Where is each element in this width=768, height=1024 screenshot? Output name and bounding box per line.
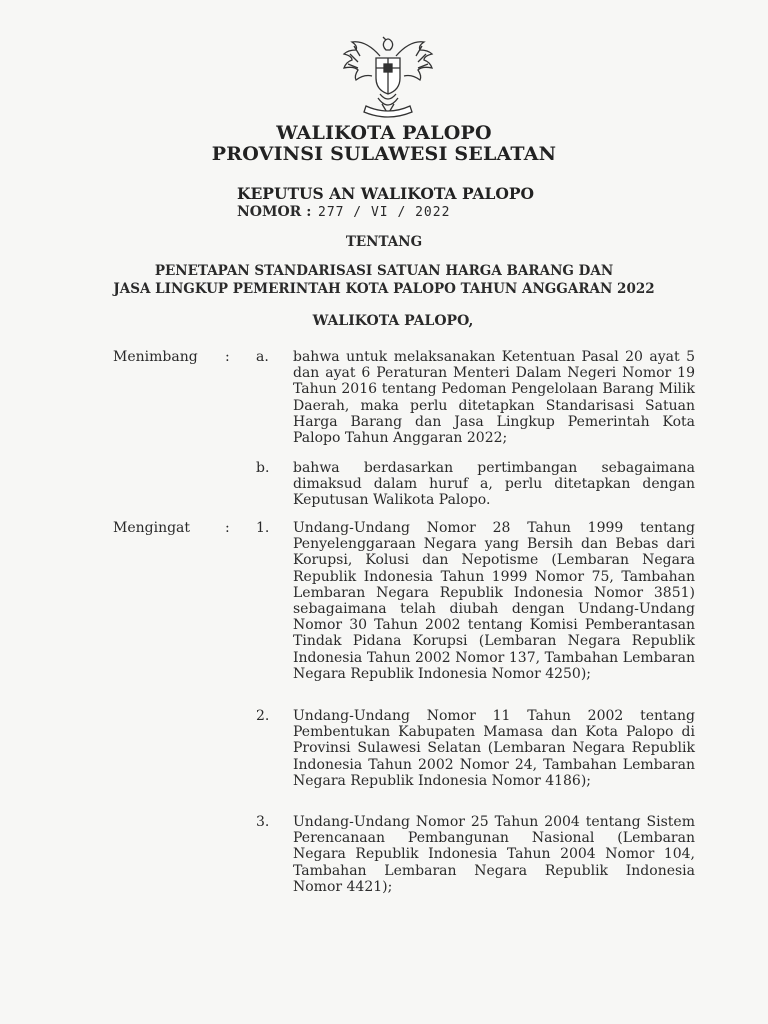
subject-line-2: JASA LINGKUP PEMERINTAH KOTA PALOPO TAHUN ANGGARAN 2022 bbox=[113, 281, 655, 297]
mengingat-item-3: Undang-Undang Nomor 25 Tahun 2004 tentang Sistem Perencanaan Pembangunan Nasional (Lembaran Negara Republik Indonesia Tahun 2004 Nomor 104, Tambahan Lembaran Negara Republik Indonesia Nomor 4421); bbox=[293, 814, 695, 895]
mengingat-colon: : bbox=[225, 520, 230, 536]
menimbang-item-b: bahwa berdasarkan pertimbangan sebagaimana dimaksud dalam huruf a, perlu ditetapkan dengan Keputusan Walikota Palopo. bbox=[293, 460, 695, 509]
subject-line-1: PENETAPAN STANDARISASI SATUAN HARGA BARANG DAN bbox=[154, 263, 614, 279]
mengingat-label: Mengingat bbox=[113, 520, 191, 536]
mengingat-marker-1: 1. bbox=[256, 520, 270, 536]
mengingat-marker-3: 3. bbox=[256, 814, 270, 830]
mengingat-item-2: Undang-Undang Nomor 11 Tahun 2002 tentang Pembentukan Kabupaten Mamasa dan Kota Palopo di Provinsi Sulawesi Selatan (Lembaran Negara Republik Indonesia Tahun 2002 Nomor 24, Tambahan Lembaran Negara Republik Indonesia Nomor 4186); bbox=[293, 708, 695, 789]
menimbang-marker-b: b. bbox=[256, 460, 270, 476]
mengingat-marker-2: 2. bbox=[256, 708, 270, 724]
header-line-2: PROVINSI SULAWESI SELATAN bbox=[211, 143, 557, 165]
menimbang-marker-a: a. bbox=[256, 349, 269, 365]
decree-number-label: NOMOR : bbox=[237, 204, 312, 220]
menimbang-colon: : bbox=[225, 349, 230, 365]
mengingat-item-1: Undang-Undang Nomor 28 Tahun 1999 tentang Penyelenggaraan Negara yang Bersih dan Bebas dari Korupsi, Kolusi dan Nepotisme (Lembaran Negara Republik Indonesia Tahun 1999 Nomor 75, Tambahan Lembaran Negara Republik Indonesia Nomor 3851) sebagaimana telah diubah dengan Undang-Undang Nomor 30 Tahun 2002 tentang Komisi Pemberantasan Tindak Pidana Korupsi (Lembaran Negara Republik Indonesia Tahun 2002 Nomor 137, Tambahan Lembaran Negara Republik Indonesia Nomor 4250); bbox=[293, 520, 695, 682]
tentang-heading: TENTANG bbox=[345, 234, 423, 250]
decree-number-value: 277 / VI / 2022 bbox=[318, 205, 451, 220]
garuda-emblem-icon bbox=[340, 34, 436, 122]
walikota-heading: WALIKOTA PALOPO, bbox=[312, 313, 474, 329]
decree-title: KEPUTUS AN WALIKOTA PALOPO bbox=[237, 184, 535, 203]
header-line-1: WALIKOTA PALOPO bbox=[276, 122, 492, 144]
menimbang-label: Menimbang bbox=[113, 349, 198, 365]
menimbang-item-a: bahwa untuk melaksanakan Ketentuan Pasal 20 ayat 5 dan ayat 6 Peraturan Menteri Dalam Negeri Nomor 19 Tahun 2016 tentang Pedoman Pengelolaan Barang Milik Daerah, maka perlu ditetapkan Standarisasi Satuan Harga Barang dan Jasa Lingkup Pemerintah Kota Palopo Tahun Anggaran 2022; bbox=[293, 349, 695, 447]
